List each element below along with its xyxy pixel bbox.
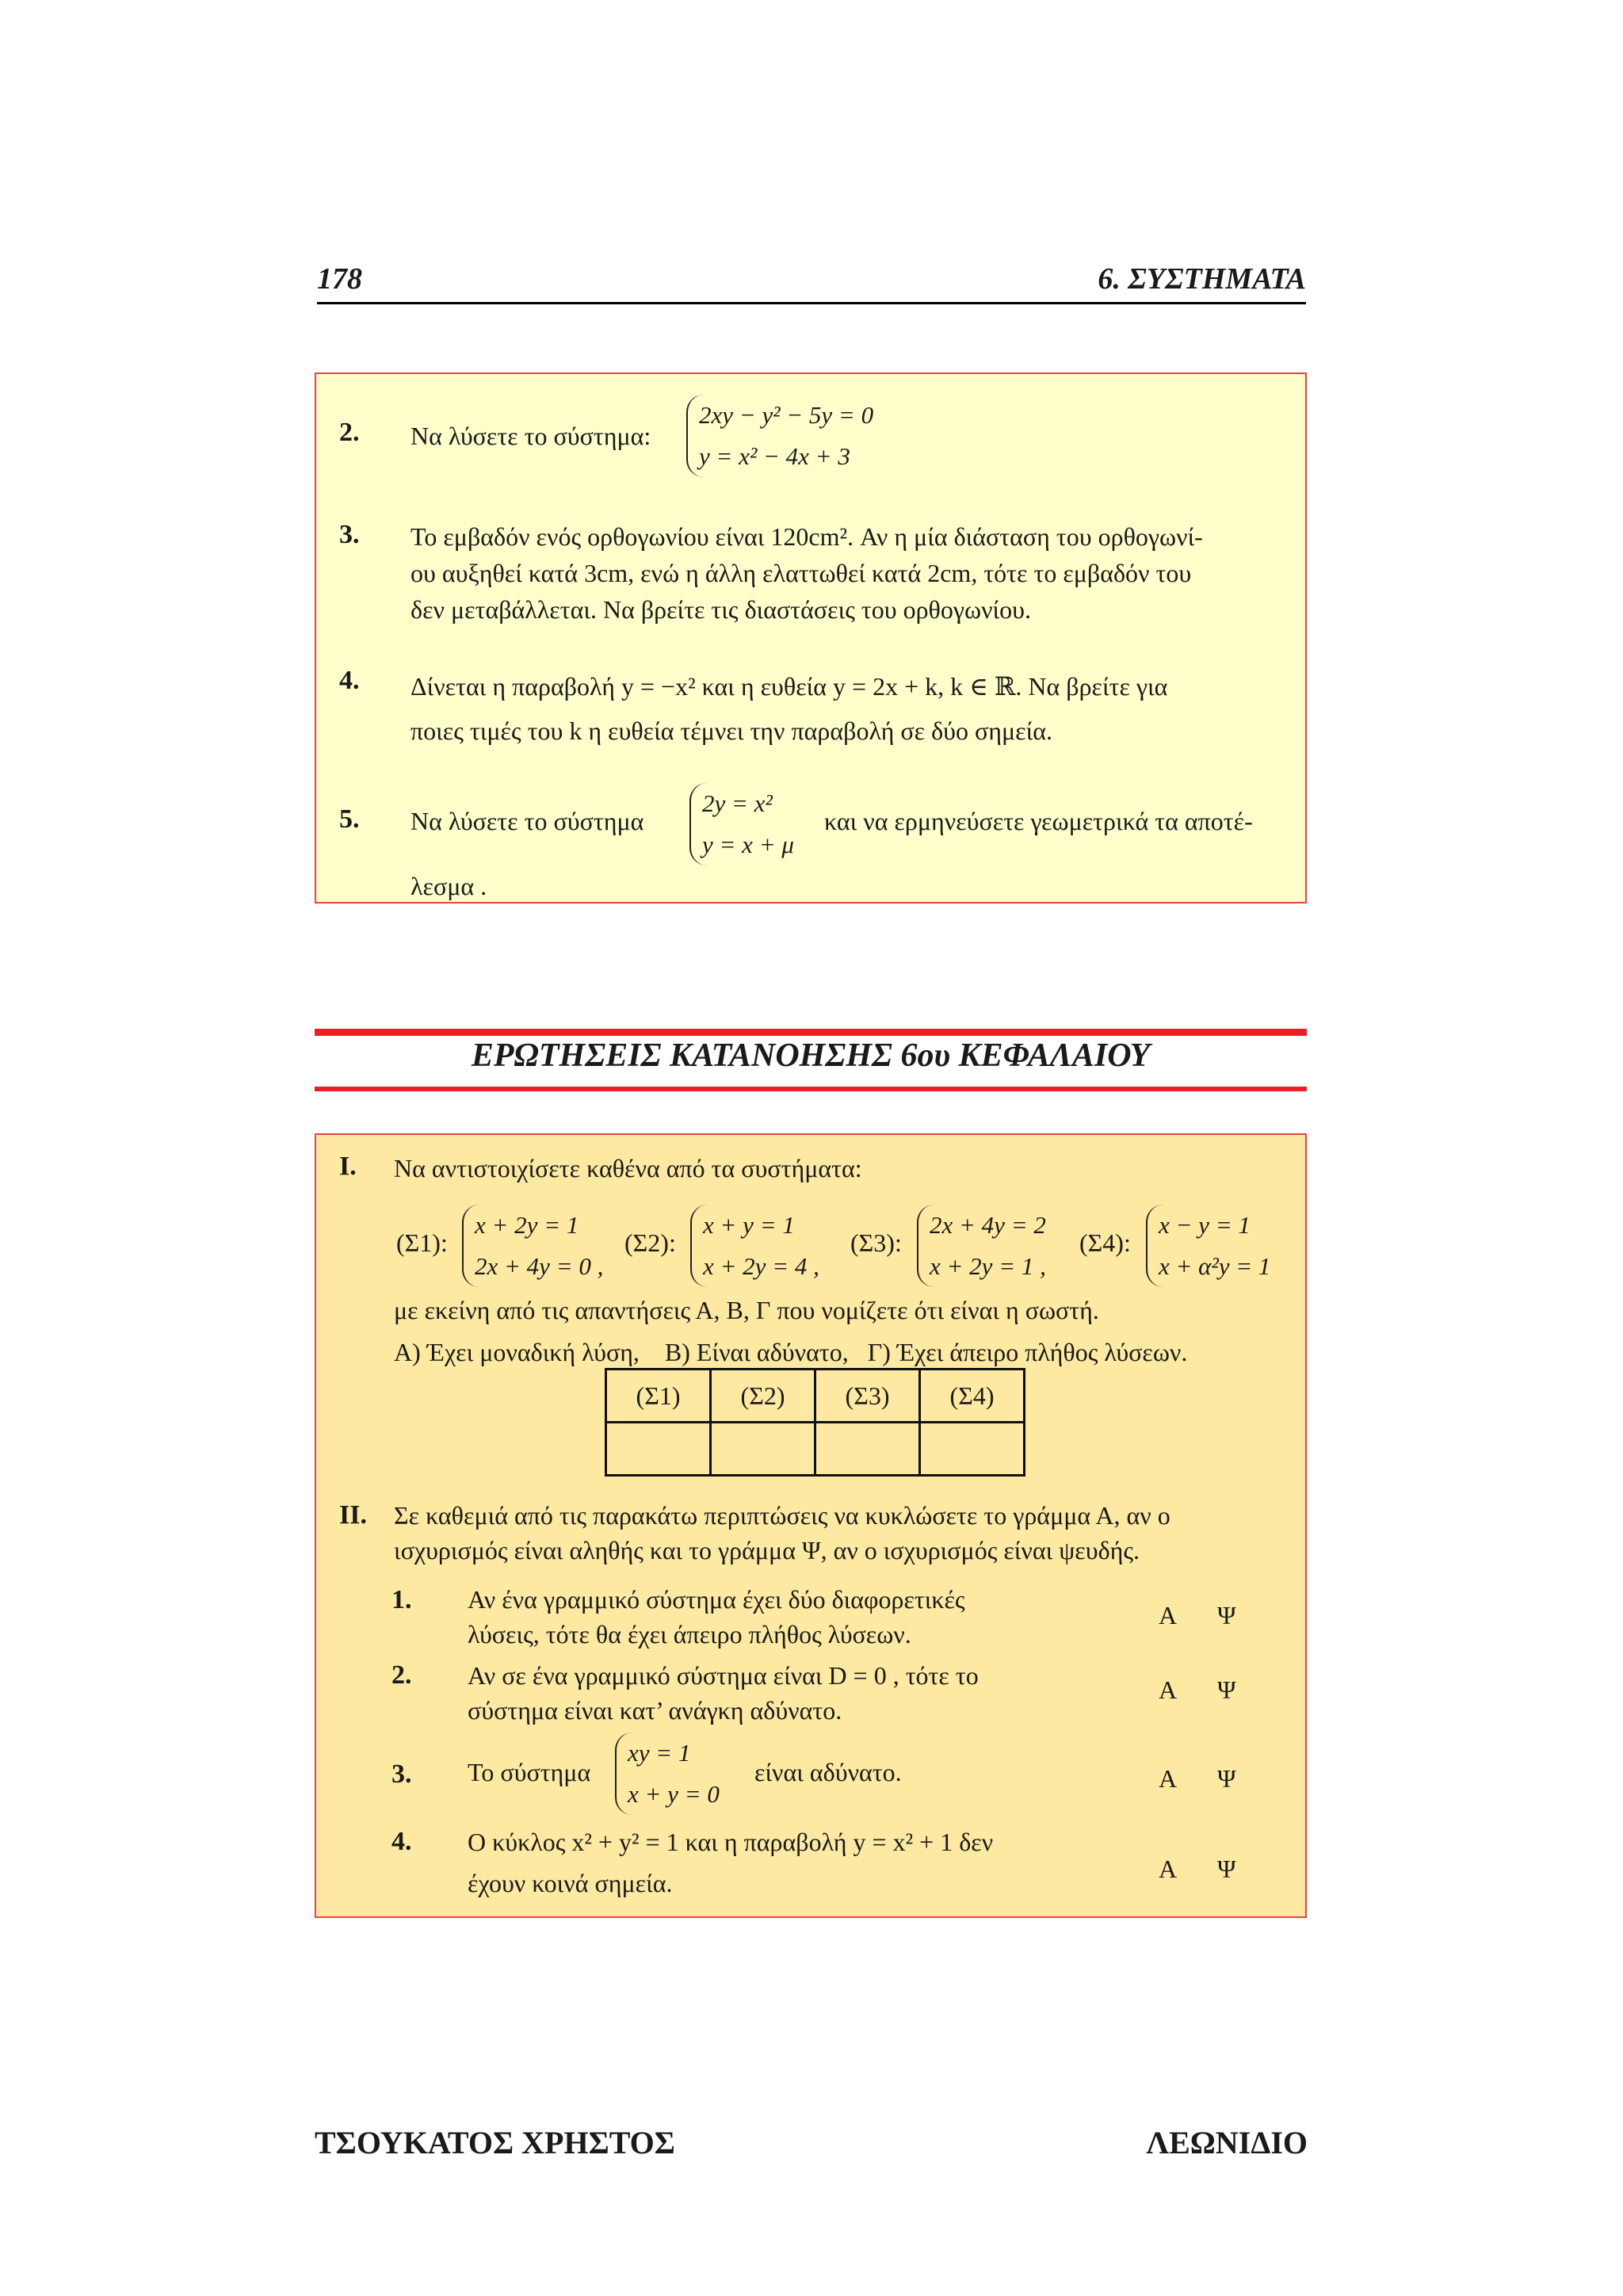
tf-item-1-line2: λύσεις, τότε θα έχει άπειρο πλήθος λύσεων. [468,1620,911,1648]
tf-item-2-number: 2. [391,1660,412,1690]
answer-cell-1[interactable] [606,1423,711,1476]
system-4-eq2: x + α²y = 1 [1159,1252,1271,1280]
tf-item-4-line1: Ο κύκλος x² + y² = 1 και η παραβολή y = x² + 1 δεν [468,1828,994,1856]
exercise-2-system [686,395,873,477]
answer-cell-2[interactable] [711,1423,815,1476]
chapter-title: ΕΡΩΤΗΣΕΙΣ ΚΑΤΑΝΟΗΣΗΣ 6ου ΚΕΦΑΛΑΙΟΥ [471,1037,1151,1074]
exercise-5-eq2: y = x + μ [702,831,794,858]
question-2-line1: Σε καθεμιά από τις παρακάτω περιπτώσεις να κυκλώσετε το γράμμα Α, αν ο [394,1501,1170,1530]
exercise-5-system [689,783,794,865]
exercise-4-line2: ποιες τιμές του k η ευθεία τέμνει την παραβολή σε δύο σημεία. [411,716,1052,745]
exercise-5-eq1: 2y = x² [702,789,773,817]
exercise-5-after: και να ερμηνεύσετε γεωμετρικά τα αποτέ- [824,807,1253,835]
exercise-5-text: Να λύσετε το σύστημα [411,807,644,835]
system-3-eq2: x + 2y = 1 , [930,1252,1046,1280]
system-3-label: (Σ3): [850,1228,902,1257]
answer-cell-3[interactable] [815,1423,920,1476]
question-1-number: Ι. [339,1152,357,1181]
answer-cell-4[interactable] [920,1423,1025,1476]
tf-item-1-text [468,1582,1070,1652]
exercise-3-body [411,518,1290,628]
system-3-eq1: 2x + 4y = 2 [930,1211,1046,1239]
tf-item-4-line2: έχουν κοινά σημεία. [468,1869,673,1897]
exercise-3-line3: δεν μεταβάλλεται. Να βρείτε τις διαστάσεις του ορθογωνίου. [411,595,1031,624]
exercise-4-body [411,664,1290,753]
exercise-2-text: Να λύσετε το σύστημα: [411,422,651,450]
tf-item-3-true[interactable]: Α [1159,1764,1178,1793]
question-2-number: ΙΙ. [339,1500,367,1530]
footer-location: ΛΕΩΝΙΔΙΟ [1146,2125,1308,2160]
tf-item-4-true[interactable]: Α [1159,1855,1178,1883]
system-4 [1146,1205,1270,1287]
system-1 [462,1205,603,1287]
exercise-4-line1: Δίνεται η παραβολή y = −x² και η ευθεία y = 2x + k, k ∈ ℝ. Να βρείτε για [411,672,1168,701]
chapter-heading: 6. ΣΥΣΤΗΜΑΤΑ [1098,262,1306,296]
tf-item-3-system [615,1733,720,1815]
answer-table-header-4: (Σ4) [920,1370,1025,1423]
system-1-eq2: 2x + 4y = 0 , [475,1252,604,1280]
chapter-rule-bottom [315,1087,1307,1091]
tf-item-2-line1: Αν σε ένα γραμμικό σύστημα είναι D = 0 , τότε το [468,1661,979,1690]
tf-item-1-false[interactable]: Ψ [1217,1601,1236,1629]
tf-item-3-number: 3. [391,1759,412,1789]
system-4-label: (Σ4): [1079,1228,1131,1257]
answer-table [605,1368,1025,1477]
tf-item-2-text [468,1658,1070,1728]
system-2 [690,1205,819,1287]
system-1-eq1: x + 2y = 1 [475,1211,579,1239]
header-rule [317,302,1306,304]
chapter-rule-top [315,1029,1307,1036]
answer-table-header-2: (Σ2) [711,1370,815,1423]
tf-item-2-false[interactable]: Ψ [1217,1675,1236,1704]
exercise-5-number: 5. [339,804,360,834]
exercise-2-eq2: y = x² − 4x + 3 [699,442,850,470]
system-2-eq2: x + 2y = 4 , [703,1252,819,1280]
question-2-line2: ισχυρισμός είναι αληθής και το γράμμα Ψ, αν ο ισχυρισμός είναι ψευδής. [394,1536,1140,1564]
system-3 [917,1205,1046,1287]
system-1-label: (Σ1): [396,1228,448,1257]
tf-item-1-line1: Αν ένα γραμμικό σύστημα έχει δύο διαφορετικές [468,1585,965,1614]
exercise-3-line2: ου αυξηθεί κατά 3cm, ενώ η άλλη ελαττωθεί κατά 2cm, τότε το εμβαδόν του [411,559,1192,587]
page-number: 178 [317,262,362,296]
exercise-4-number: 4. [339,666,360,695]
tf-item-3-false[interactable]: Ψ [1217,1764,1236,1793]
answer-table-header-3: (Σ3) [815,1370,920,1423]
footer-author: ΤΣΟΥΚΑΤΟΣ ΧΡΗΣΤΟΣ [315,2125,675,2160]
exercise-2-eq1: 2xy − y² − 5y = 0 [699,401,874,429]
answer-table-header-1: (Σ1) [606,1370,711,1423]
tf-item-1-number: 1. [391,1585,412,1614]
tf-item-4-false[interactable]: Ψ [1217,1855,1236,1883]
exercise-2-number: 2. [339,418,360,447]
tf-item-3-post: είναι αδύνατο. [754,1758,902,1786]
system-2-eq1: x + y = 1 [703,1211,795,1239]
tf-item-3-eq1: xy = 1 [628,1739,691,1767]
tf-item-4-text [468,1821,1086,1904]
exercise-3-line1: Το εμβαδόν ενός ορθογωνίου είναι 120cm². Αν η μία διάσταση του ορθογωνί- [411,522,1203,551]
tf-item-3-eq2: x + y = 0 [628,1780,720,1808]
system-4-eq1: x − y = 1 [1159,1211,1251,1239]
exercise-3-number: 3. [339,520,360,549]
question-1-intro: Να αντιστοιχίσετε καθένα από τα συστήματα: [394,1154,862,1182]
tf-item-1-true[interactable]: Α [1159,1601,1178,1629]
question-1-options: Α) Έχει μοναδική λύση, Β) Είναι αδύνατο, Γ) Έχει άπειρο πλήθος λύσεων. [394,1338,1188,1366]
tf-item-3-pre: Το σύστημα [468,1758,591,1786]
tf-item-4-number: 4. [391,1827,412,1856]
exercise-5-line2: λεσμα . [411,872,487,900]
question-2-intro [394,1498,1289,1568]
question-1-line2: με εκείνη από τις απαντήσεις Α, Β, Γ που νομίζετε ότι είναι η σωστή. [394,1296,1099,1324]
tf-item-2-true[interactable]: Α [1159,1675,1178,1704]
system-2-label: (Σ2): [624,1228,676,1257]
tf-item-2-line2: σύστημα είναι κατ’ ανάγκη αδύνατο. [468,1696,842,1725]
